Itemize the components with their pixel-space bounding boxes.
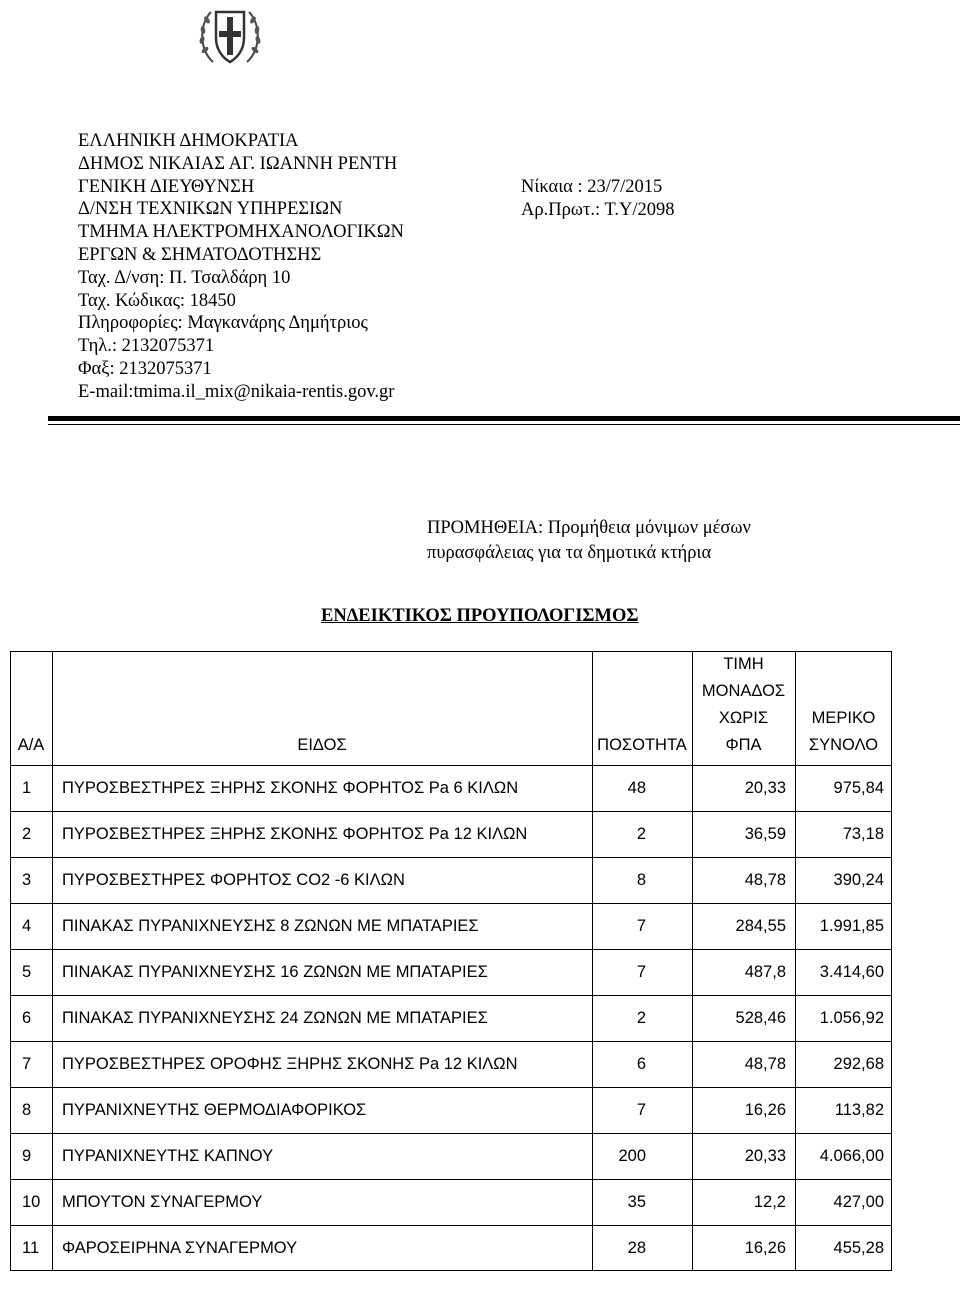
cell-item: ΦΑΡΟΣΕΙΡΗΝΑ ΣΥΝΑΓΕΡΜΟΥ (62, 1239, 298, 1257)
cell-quantity: 35 (627, 1193, 646, 1211)
header-line: ΤΜΗΜΑ ΗΛΕΚΤΡΟΜΗΧΑΝΟΛΟΓΙΚΩΝ (78, 222, 404, 243)
cell-quantity: 200 (618, 1147, 646, 1165)
cell-unit-price: 20,33 (744, 779, 786, 797)
subject-line-2: πυρασφάλειας για τα δημοτικά κτήρια (427, 543, 712, 563)
subject-block (427, 516, 751, 566)
cell-aa: 5 (22, 963, 32, 981)
header-line: ΔΗΜΟΣ ΝΙΚΑΙΑΣ ΑΓ. ΙΩΑΝΝΗ ΡΕΝΤΗ (78, 153, 398, 174)
date-protocol-block (521, 176, 675, 222)
cell-subtotal: 390,24 (833, 871, 884, 889)
header-line: ΕΛΛΗΝΙΚΗ ΔΗΜΟΚΡΑΤΙΑ (78, 131, 299, 151)
cell-quantity: 6 (636, 1055, 646, 1073)
header-divider-thin (48, 424, 960, 425)
cell-item: ΠΥΡΑΝΙΧΝΕΥΤΗΣ ΘΕΡΜΟΔΙΑΦΟΡΙΚΟΣ (62, 1101, 367, 1119)
cell-unit-price: 36,59 (744, 825, 786, 843)
cell-quantity: 2 (636, 1009, 646, 1027)
cell-item: ΠΥΡΑΝΙΧΝΕΥΤΗΣ ΚΑΠΝΟΥ (62, 1147, 274, 1165)
cell-aa: 3 (22, 871, 32, 889)
header-item: ΕΙΔΟΣ (297, 736, 347, 754)
header-line: Πληροφορίες: Μαγκανάρης Δημήτριος (78, 313, 368, 334)
issuer-header (78, 130, 404, 404)
cell-subtotal: 73,18 (842, 825, 884, 843)
subject-line-1: ΠΡΟΜΗΘΕΙΑ: Προμήθεια μόνιμων μέσων (427, 518, 751, 538)
cell-subtotal: 1.056,92 (819, 1009, 884, 1027)
cell-aa: 6 (22, 1009, 32, 1027)
cell-unit-price: 528,46 (735, 1009, 786, 1027)
cell-subtotal: 1.991,85 (819, 917, 884, 935)
header-line: Δ/ΝΣΗ ΤΕΧΝΙΚΩΝ ΥΠΗΡΕΣΙΩΝ (78, 199, 343, 220)
cell-subtotal: 3.414,60 (819, 963, 884, 981)
cell-item: ΠΥΡΟΣΒΕΣΤΗΡΕΣ ΦΟΡΗΤΟΣ CO2 -6 ΚΙΛΩΝ (62, 871, 405, 889)
document-date: Νίκαια : 23/7/2015 (521, 177, 663, 197)
cell-quantity: 7 (636, 917, 646, 935)
header-line: Τηλ.: 2132075371 (78, 336, 215, 357)
cell-aa: 11 (22, 1239, 40, 1257)
cell-aa: 9 (22, 1147, 32, 1165)
cell-subtotal: 975,84 (833, 779, 884, 797)
header-line: ΓΕΝΙΚΗ ΔΙΕΥΘΥΝΣΗ (78, 176, 255, 197)
cell-unit-price: 16,26 (744, 1239, 786, 1257)
header-line: Ταχ. Κώδικας: 18450 (78, 290, 236, 311)
cell-unit-price: 12,2 (753, 1193, 786, 1211)
cell-quantity: 48 (627, 779, 646, 797)
cell-subtotal: 455,28 (833, 1239, 884, 1257)
cell-item: ΠΥΡΟΣΒΕΣΤΗΡΕΣ ΞΗΡΗΣ ΣΚΟΝΗΣ ΦΟΡΗΤΟΣ Pa 6 ΚΙΛΩΝ (62, 779, 519, 797)
cell-subtotal: 4.066,00 (819, 1147, 884, 1165)
cell-subtotal: 427,00 (833, 1193, 884, 1211)
cell-item: ΠΥΡΟΣΒΕΣΤΗΡΕΣ ΞΗΡΗΣ ΣΚΟΝΗΣ ΦΟΡΗΤΟΣ Pa 12 ΚΙΛΩΝ (62, 825, 528, 843)
header-divider-thick (48, 416, 960, 421)
cell-item: ΠΙΝΑΚΑΣ ΠΥΡΑΝΙΧΝΕΥΣΗΣ 16 ΖΩΝΩΝ ΜΕ ΜΠΑΤΑΡΙΕΣ (62, 963, 488, 981)
cell-unit-price: 48,78 (744, 871, 786, 889)
cell-item: ΠΥΡΟΣΒΕΣΤΗΡΕΣ ΟΡΟΦΗΣ ΞΗΡΗΣ ΣΚΟΝΗΣ Pa 12 ΚΙΛΩΝ (62, 1055, 518, 1073)
cell-item: ΜΠΟΥΤΟΝ ΣΥΝΑΓΕΡΜΟΥ (62, 1193, 263, 1211)
cell-quantity: 8 (636, 871, 646, 889)
cell-quantity: 28 (627, 1239, 646, 1257)
cell-aa: 4 (22, 917, 32, 935)
protocol-number: Αρ.Πρωτ.: Τ.Υ/2098 (521, 199, 675, 220)
header-subtotal: ΜΕΡΙΚΟ ΣΥΝΟΛΟ (808, 709, 879, 754)
greek-state-emblem (193, 0, 267, 74)
budget-title: ΕΝΔΕΙΚΤΙΚΟΣ ΠΡΟΥΠΟΛΟΓΙΣΜΟΣ (321, 606, 639, 626)
cell-aa: 1 (22, 779, 32, 797)
cell-subtotal: 292,68 (833, 1055, 884, 1073)
header-aa: Α/Α (17, 736, 45, 754)
cell-quantity: 7 (636, 963, 646, 981)
cell-subtotal: 113,82 (834, 1101, 884, 1119)
cell-unit-price: 487,8 (744, 963, 786, 981)
header-quantity: ΠΟΣΟΤΗΤΑ (597, 736, 687, 754)
cell-quantity: 7 (636, 1101, 646, 1119)
header-line: Φαξ: 2132075371 (78, 358, 212, 379)
cell-aa: 8 (22, 1101, 32, 1119)
cell-quantity: 2 (636, 825, 646, 843)
cell-unit-price: 48,78 (744, 1055, 786, 1073)
cell-unit-price: 16,26 (744, 1101, 786, 1119)
cell-aa: 7 (22, 1055, 32, 1073)
header-line: ΕΡΓΩΝ & ΣΗΜΑΤΟΔΟΤΗΣΗΣ (78, 244, 322, 265)
cell-aa: 10 (22, 1193, 41, 1211)
cell-unit-price: 20,33 (744, 1147, 786, 1165)
email-line: E-mail:tmima.il_mix@nikaia-rentis.gov.gr (78, 381, 395, 402)
cell-item: ΠΙΝΑΚΑΣ ΠΥΡΑΝΙΧΝΕΥΣΗΣ 8 ΖΩΝΩΝ ΜΕ ΜΠΑΤΑΡΙΕΣ (62, 917, 479, 935)
header-unit-price: ΤΙΜΗ ΜΟΝΑΔΟΣ ΧΩΡΙΣ ΦΠΑ (701, 655, 786, 754)
cell-item: ΠΙΝΑΚΑΣ ΠΥΡΑΝΙΧΝΕΥΣΗΣ 24 ΖΩΝΩΝ ΜΕ ΜΠΑΤΑΡΙΕΣ (62, 1009, 488, 1027)
header-line: Ταχ. Δ/νση: Π. Τσαλδάρη 10 (78, 267, 291, 288)
cell-aa: 2 (22, 825, 32, 843)
cell-unit-price: 284,55 (735, 917, 786, 935)
